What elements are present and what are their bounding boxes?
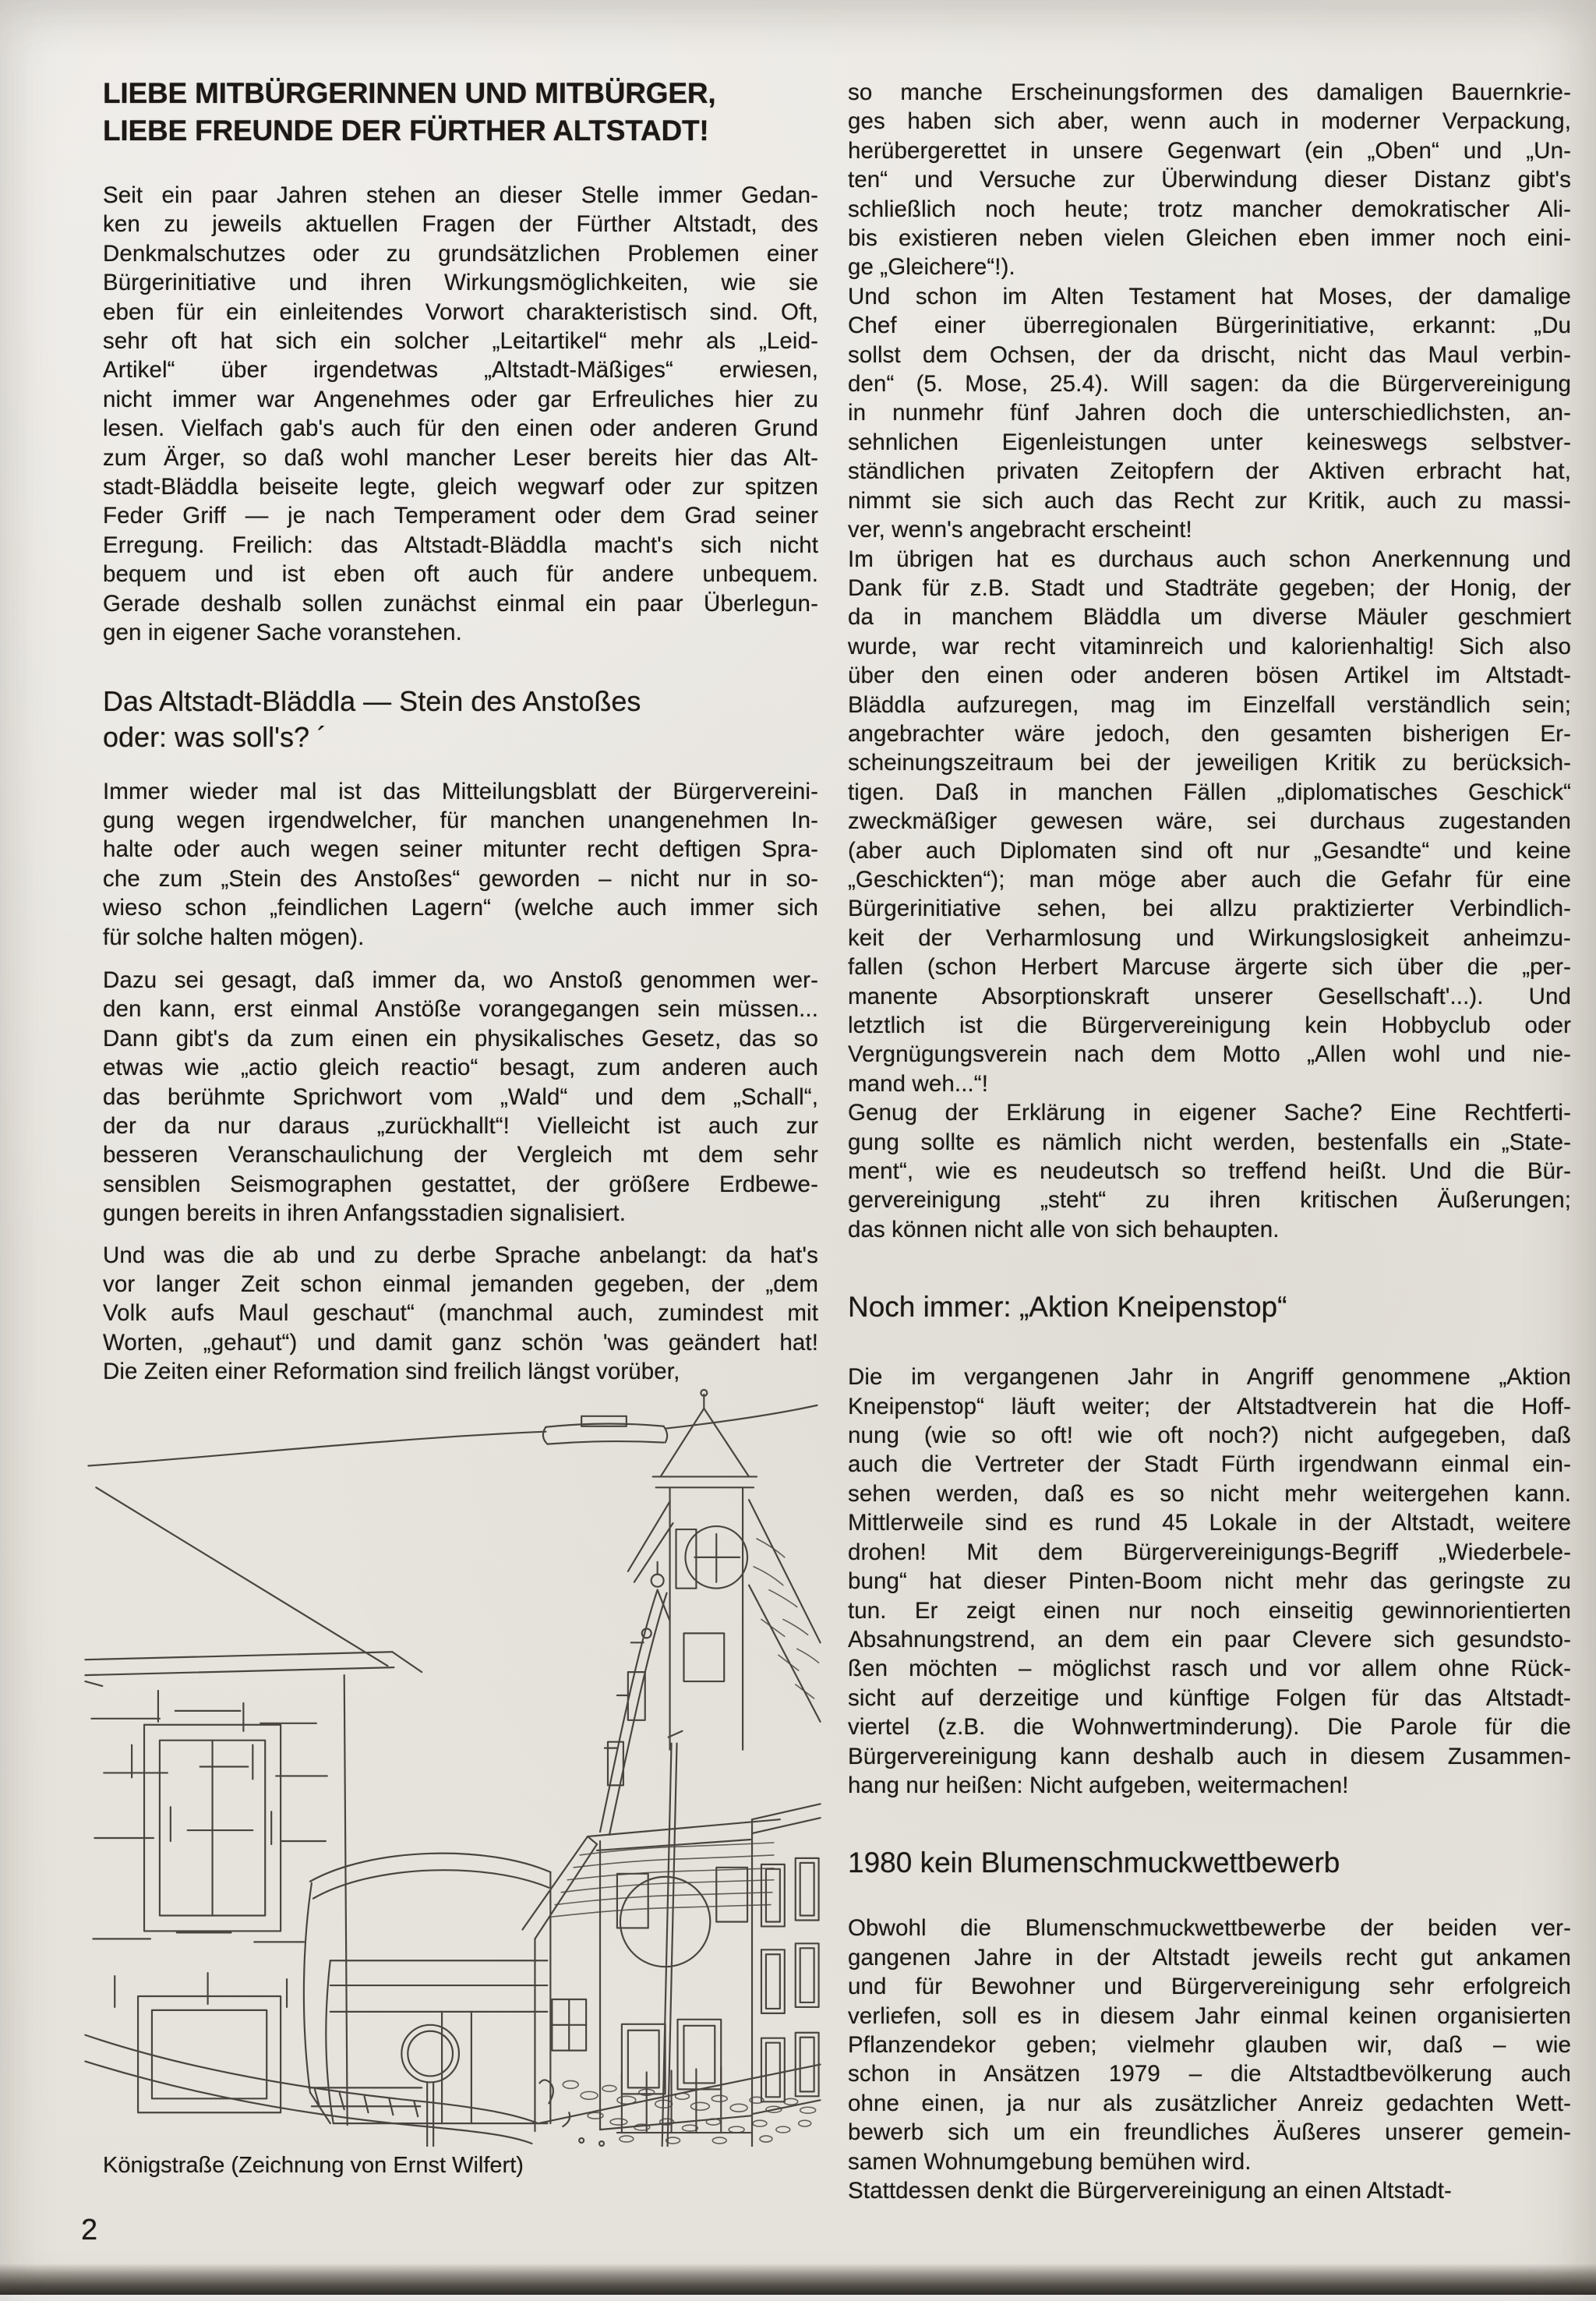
section-heading-blumenschmuck: 1980 kein Blumenschmuckwettbewerb xyxy=(848,1847,1340,1879)
intro-paragraph: Seit ein paar Jahren stehen an dieser Stelle immer Gedan- ken zu jeweils aktuellen Fragen der Fürther Altstadt, des Denkmalschutzes oder zu grundsätzlichen Problemen einer Bürgerinitiative und ihren Wirkungsmöglichkeiten, wie sie eben für ein einleitendes Vorwort charakteristisch sind. Oft, sehr oft hat sich ein solcher „Leitartikel“ mehr als „Leid- Artikel“ über irgendetwas „Altstadt-Mäßiges“ erwiesen, nicht immer war Angenehmes oder gar Erfreuliches hier zu lesen. Vielfach gab's auch für den einen oder anderen Grund zum Ärger, so daß wohl mancher Leser bereits hier das Alt- stadt-Bläddla beiseite legte, gleich wegwarf oder zur spitzen Feder Griff — je nach Temperament oder dem Grad seiner Erregung. Freilich: das Altstadt-Bläddla macht's sich nicht bequem und ist eben oft auch für andere unbequem. Gerade deshalb sollen zunächst einmal ein paar Überlegun- gen in eigener Sache voranstehen. xyxy=(103,182,818,646)
main-heading: LIEBE MITBÜRGERINNEN UND MITBÜRGER, LIEBE FREUNDE DER FÜRTHER ALTSTADT! xyxy=(103,77,716,147)
paragraph-moses: Und schon im Alten Testament hat Moses, der damalige Chef einer überregionalen Bürgerinitiative, erkannt: „Du sollst dem Ochsen, der da drischt, nicht das Maul verbin- den“ (5. Mose, 25.4). Will sagen: da die Bürgervereinigung in nunmehr fünf Jahren doch die unterschiedlichsten, an- sehnlichen Eigenleistungen unter keineswegs selbstver- ständlichen privaten Zeitopfern der Aktiven erbracht hat, nimmt sie sich auch das Recht zur Kritik, auch zu massi- ver, wenn's angebracht erscheint! xyxy=(848,283,1571,543)
left-column xyxy=(103,75,818,2179)
street-scene-drawing xyxy=(83,1387,821,2147)
paragraph-blumenschmuck: Obwohl die Blumenschmuckwettbewerbe der beiden ver- gangenen Jahre in der Altstadt jeweils recht gut ankamen und für Bewohner und Bürgervereinigung sehr erfolgreich verliefen, soll es in diesem Jahr einmal keinen organisierten Pflanzendekor geben; vielmehr glauben wir, daß – wie schon in Ansätzen 1979 – die Altstadtbevölkerung auch ohne einen, ja nur als zusätzlicher Anreiz gedachten Wett- bewerb sich um ein freundliches Äußeres unserer gemein- samen Wohnumgebung bemühen wird. xyxy=(848,1915,1571,2175)
scan-edge-white xyxy=(0,2295,1596,2301)
paragraph-anstoesse-1: Immer wieder mal ist das Mitteilungsblatt der Bürgervereini- gung wegen irgendwelcher, für manchen unangenehmen In- halte oder auch wegen seiner mitunter recht deftigen Spra- che zum „Stein des Anstoßes“ geworden – nicht nur in so- wieso schon „feindlichen Lagern“ (welche auch immer sich für solche halten mögen). xyxy=(103,778,818,950)
paragraph-stattdessen: Stattdessen denkt die Bürgervereinigung an einen Altstadt- xyxy=(848,2178,1452,2204)
page-number: 2 xyxy=(81,2214,98,2246)
illustration-caption: Königstraße (Zeichnung von Ernst Wilfert) xyxy=(103,2152,524,2178)
paragraph-statement: Genug der Erklärung in eigener Sache? Eine Rechtferti- gung sollte es nämlich nicht werden, bestenfalls ein „State- ment“, wie es neudeutsch so treffend heißt. Und die Bür- gervereinigung „steht“ zu ihren kritischen Äußerungen; das können nicht alle von sich behaupten. xyxy=(848,1100,1571,1242)
right-column xyxy=(848,78,1571,2205)
section-heading-kneipenstop: Noch immer: „Aktion Kneipenstop“ xyxy=(848,1291,1287,1324)
scan-edge-band xyxy=(0,2264,1596,2295)
paragraph-bauernkrieg: so manche Erscheinungsformen des damaligen Bauernkrie- ges haben sich aber, wenn auch in moderner Verpackung, herübergerettet in unsere Gegenwart (ein „Oben“ und „Un- ten“ und Versuche zur Überwindung dieser Distanz gibt's schließlich noch heute; trotz mancher demokratischer Ali- bis existieren neben vielen Gleichen eben immer noch eini- ge „Gleichere“!). xyxy=(848,80,1571,281)
paragraph-kneipenstop: Die im vergangenen Jahr in Angriff genommene „Aktion Kneipenstop“ läuft weiter; der Altstadtverein hat die Hoff- nung (wie so oft! wie oft noch?) nicht aufgegeben, daß auch die Vertreter der Stadt Fürth irgendwann einmal ein- sehen werden, daß es so nicht mehr weitergehen kann. Mittlerweile sind es rund 45 Lokale in der Altstadt, weitere drohen! Mit dem Bürgervereinigungs-Begriff „Wiederbele- bung“ hat dieser Pinten-Boom nicht mehr das geringste zu tun. Er zeigt einen nur noch einseitig gewinnorientierten Absahnungstrend, an dem ein paar Clevere sich gesundsto- ßen möchten – möglichst rasch und vor allem ohne Rück- sicht auf derzeitige und künftige Folgen für das Altstadt- viertel (z.B. die Wohnwertminderung). Die Parole für die Bürgervereinigung kann deshalb auch in diesem Zusammen- hang nur heißen: Nicht aufgeben, weitermachen! xyxy=(848,1364,1571,1798)
paragraph-anerkennung: Im übrigen hat es durchaus auch schon Anerkennung und Dank für z.B. Stadt und Stadträte gegeben; der Honig, der da in manchem Bläddla um diverse Mäuler geschmiert wurde, war recht vitaminreich und kalorienhaltig! Sich also über den einen oder anderen bösen Artikel im Altstadt- Bläddla aufzuregen, mag im Einzelfall verständlich sein; angebrachter wäre jedoch, den gesamten bisherigen Er- scheinungszeitraum bei der jeweiligen Kritik zu berücksich- tigen. Daß in manchen Fällen „diplomatisches Geschick“ zweckmäßiger gewesen wäre, sei durchaus zugestanden (aber auch Diplomaten sind oft nur „Gesandte“ und keine „Geschickten“); man möge aber auch die Gefahr für eine Bürgerinitiative sehen, bei allzu praktizierter Verbindlich- keit der Verharmlosung und Wirkungslosigkeit anheimzu- fallen (schon Herbert Marcuse ärgerte sich über die „per- manente Absorptionskraft unserer Gesellschaft'...). Und letztlich ist die Bürgervereinigung kein Hobbyclub oder Vergnügungsverein nach dem Motto „Allen wohl und nie- mand weh...“! xyxy=(848,546,1571,1097)
section-heading-anstoss: Das Altstadt-Bläddla — Stein des Anstoßes oder: was soll's? ´ xyxy=(103,684,641,753)
paragraph-sprache: Und was die ab und zu derbe Sprache anbelangt: da hat's vor langer Zeit schon einmal jemanden gegeben, der „dem Volk aufs Maul geschaut“ (manchmal auch, zumindest mit Worten, „gehaut“) und damit ganz schön 'was geändert hat! Die Zeiten einer Reformation sind freilich längst vorüber, xyxy=(103,1242,818,1385)
paragraph-anstoesse-2: Dazu sei gesagt, daß immer da, wo Anstoß genommen wer- den kann, erst einmal Anstöße vorangegangen sein müssen... Dann gibt's da zum einen ein physikalisches Gesetz, das so etwas wie „actio gleich reactio“ besagt, zum anderen auch das berühmte Sprichwort vom „Wald“ und dem „Schall“, der da nur daraus „zurückhallt“! Vielleicht ist auch zur besseren Veranschaulichung der Vergleich mt dem sehr sensiblen Seismographen gestattet, der größere Erdbewe- gungen bereits in ihren Anfangsstadien signalisiert. xyxy=(103,967,818,1227)
